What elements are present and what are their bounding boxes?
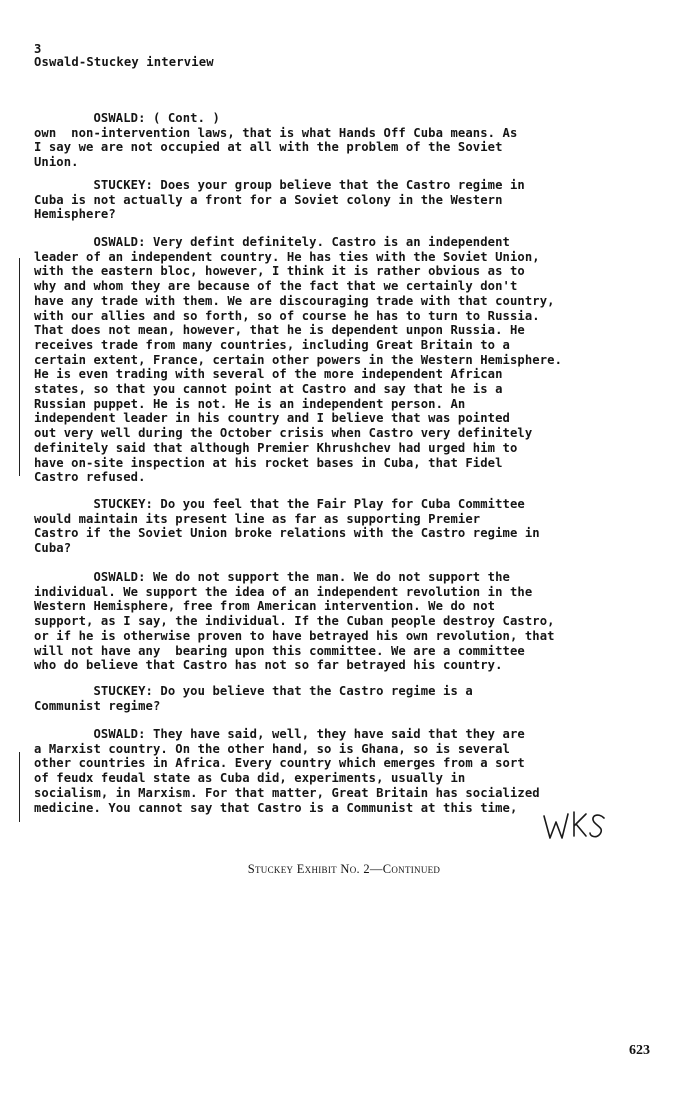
text-line: STUCKEY: Does your group believe that the Castro regime in [34, 178, 525, 192]
paragraph-oswald-a3 [34, 727, 634, 815]
text-line: Castro if the Soviet Union broke relations with the Castro regime in [34, 526, 540, 541]
paragraph-oswald-cont [34, 111, 634, 170]
text-line: Hemisphere? [34, 207, 116, 222]
text-line: states, so that you cannot point at Castro and say that he is a [34, 382, 503, 397]
text-line: STUCKEY: Do you feel that the Fair Play for Cuba Committee [34, 497, 525, 511]
text-line: definitely said that although Premier Khrushchev had urged him to [34, 440, 518, 455]
page-number: 623 [629, 1043, 650, 1058]
text-line: with the eastern bloc, however, I think it is rather obvious as to [34, 264, 525, 279]
text-line: will not have any bearing upon this committee. We are a committee [34, 643, 525, 658]
paragraph-stuckey-q3 [34, 684, 634, 713]
handwritten-initials [540, 806, 610, 846]
text-line: certain extent, France, certain other powers in the Western Hemisphere. [34, 352, 563, 367]
text-line: I say we are not occupied at all with the problem of the Soviet [34, 140, 503, 155]
text-line: or if he is otherwise proven to have betrayed his own revolution, that [34, 628, 555, 643]
text-line: That does not mean, however, that he is dependent unpon Russia. He [34, 323, 525, 338]
text-line: out very well during the October crisis when Castro very definitely [34, 426, 533, 441]
page-marker: 3 [34, 42, 42, 56]
paragraph-oswald-a1 [34, 235, 634, 485]
text-line: independent leader in his country and I believe that was pointed [34, 411, 510, 426]
text-line: a Marxist country. On the other hand, so is Ghana, so is several [34, 741, 510, 756]
text-line: Cuba? [34, 541, 72, 556]
text-line: OSWALD: We do not support the man. We do not support the [34, 570, 510, 584]
text-line: have on-site inspection at his rocket bases in Cuba, that Fidel [34, 455, 503, 470]
text-line: socialism, in Marxism. For that matter, Great Britain has socialized [34, 785, 540, 800]
text-line: leader of an independent country. He has ties with the Soviet Union, [34, 249, 540, 264]
text-line: have any trade with them. We are discouraging trade with that country, [34, 293, 555, 308]
text-line: receives trade from many countries, including Great Britain to a [34, 337, 510, 352]
margin-mark [19, 258, 20, 476]
text-line: Union. [34, 155, 79, 170]
text-line: individual. We support the idea of an independent revolution in the [34, 584, 533, 599]
text-line: He is even trading with several of the more independent African [34, 367, 503, 382]
text-line: other countries in Africa. Every country which emerges from a sort [34, 756, 525, 771]
text-line: own non-intervention laws, that is what Hands Off Cuba means. As [34, 125, 518, 140]
text-line: of feudx feudal state as Cuba did, experiments, usually in [34, 771, 466, 786]
paragraph-oswald-a2 [34, 570, 634, 673]
text-line: who do believe that Castro has not so far betrayed his country. [34, 658, 503, 673]
text-line: why and whom they are because of the fact that we certainly don't [34, 279, 518, 294]
text-line: would maintain its present line as far as supporting Premier [34, 511, 481, 526]
text-line: Castro refused. [34, 470, 146, 485]
text-line: with our allies and so forth, so of course he has to turn to Russia. [34, 308, 540, 323]
text-line: Western Hemisphere, free from American intervention. We do not [34, 599, 496, 614]
document-title: Oswald-Stuckey interview [34, 55, 214, 69]
paragraph-stuckey-q1 [34, 178, 634, 222]
text-line: Communist regime? [34, 698, 161, 713]
text-line: OSWALD: Very defint definitely. Castro is an independent [34, 235, 510, 249]
text-line: Cuba is not actually a front for a Soviet colony in the Western [34, 192, 503, 207]
text-line: OSWALD: They have said, well, they have said that they are [34, 727, 525, 741]
exhibit-caption: Stuckey Exhibit No. 2—Continued [247, 862, 441, 876]
text-line: OSWALD: ( Cont. ) [34, 111, 220, 125]
text-line: medicine. You cannot say that Castro is a Communist at this time, [34, 800, 518, 815]
text-line: STUCKEY: Do you believe that the Castro regime is a [34, 684, 473, 698]
text-line: support, as I say, the individual. If the Cuban people destroy Castro, [34, 614, 555, 629]
paragraph-stuckey-q2 [34, 497, 634, 556]
margin-mark [19, 752, 20, 822]
text-line: Russian puppet. He is not. He is an independent person. An [34, 396, 466, 411]
